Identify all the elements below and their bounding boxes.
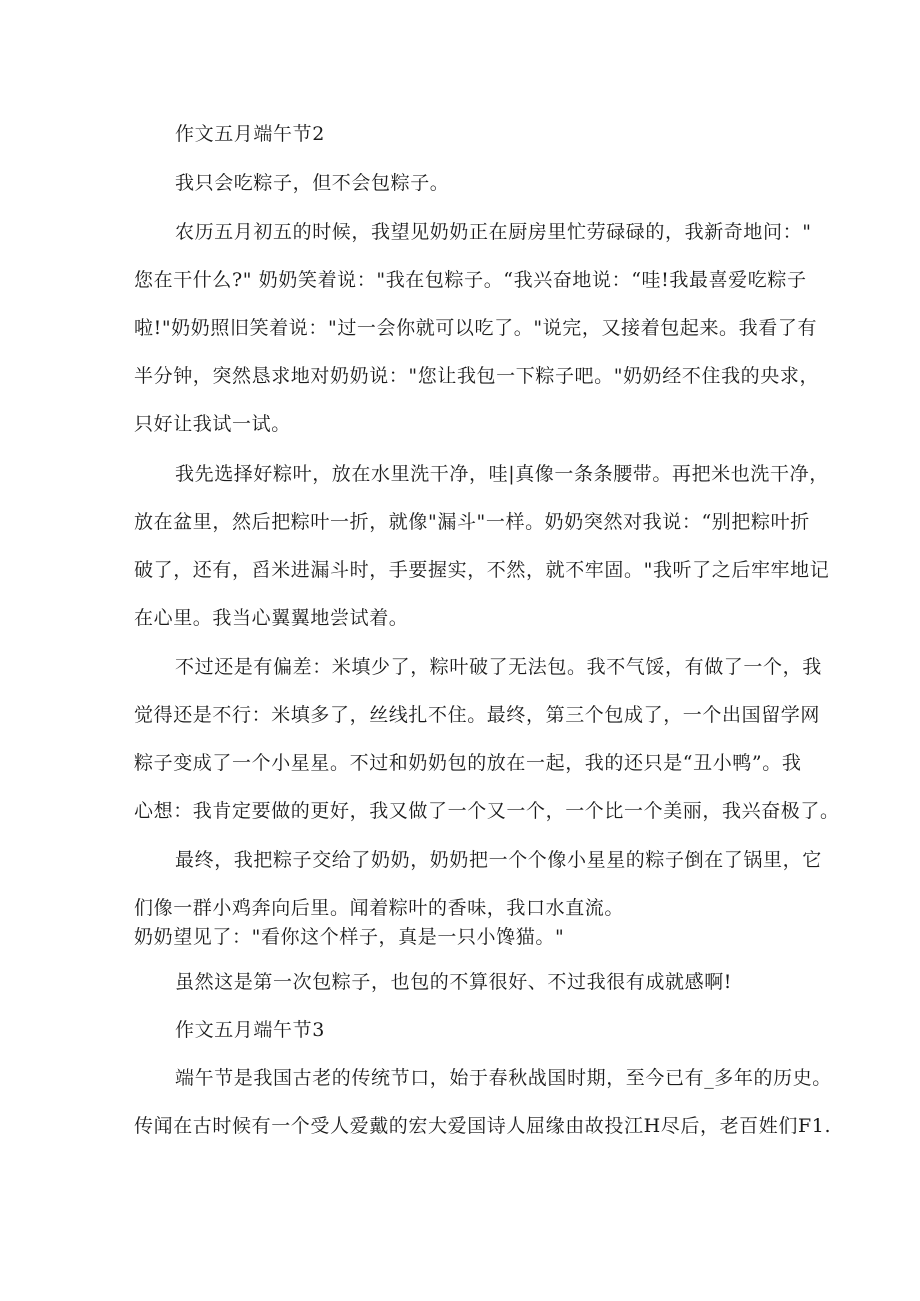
text-line: 端午节是我国古老的传统节口，始于春秋战国时期，至今已有_多年的历史。 bbox=[175, 1067, 832, 1089]
text-line: 粽子变成了一个小星星。不过和奶奶包的放在一起，我的还只是“丑小鸭”。我 bbox=[134, 752, 802, 774]
text-line: 放在盆里，然后把粽叶一折，就像"漏斗"一样。奶奶突然对我说：“别把粽叶折 bbox=[134, 511, 810, 533]
text-line: 最终，我把粽子交给了奶奶，奶奶把一个个像小星星的粽子倒在了锅里，它 bbox=[175, 849, 822, 871]
heading-text: 作文五月端午节3 bbox=[175, 1019, 325, 1041]
text-line: 农历五月初五的时候，我望见奶奶正在厨房里忙劳碌碌的，我新奇地问：" bbox=[175, 221, 812, 243]
text-line: 您在干什么?" 奶奶笑着说："我在包粽子。“我兴奋地说：“哇!我最喜爱吃粽子 bbox=[134, 269, 807, 291]
text-line: 我先选择好粽叶，放在水里洗干净，哇|真像一条条腰带。再把米也洗干净， bbox=[175, 463, 829, 485]
text-line: 我只会吃粽子，但不会包粽子。 bbox=[175, 172, 450, 194]
text-line: 破了，还有，舀米进漏斗时，手要握实，不然，就不牢固。"我听了之后牢牢地记 bbox=[134, 559, 830, 581]
text-line: 心想：我肯定要做的更好，我又做了一个又一个，一个比一个美丽，我兴奋极了。 bbox=[134, 800, 840, 822]
text-line: 奶奶望见了："看你这个样子，真是一只小馋猫。" bbox=[134, 926, 565, 948]
text-line: 虽然这是第一次包粽子，也包的不算很好、不过我很有成就感啊! bbox=[175, 971, 733, 993]
heading-text: 作文五月端午节2 bbox=[175, 123, 325, 145]
text-line: 不过还是有偏差：米填少了，粽叶破了无法包。我不气馁，有做了一个，我 bbox=[175, 656, 822, 678]
text-line: 半分钟，突然恳求地对奶奶说："您让我包一下粽子吧。"奶奶经不住我的央求， bbox=[134, 365, 820, 387]
text-line: 们像一群小鸡奔向后里。闻着粽叶的香味，我口水直流。 bbox=[134, 897, 625, 919]
text-line: 啦!"奶奶照旧笑着说："过一会你就可以吃了。"说完，又接着包起来。我看了有 bbox=[134, 317, 818, 339]
text-line: 传闻在古时候有一个受人爱戴的宏大爱国诗人屈缘由故投江H尽后，老百姓们F1. bbox=[134, 1115, 832, 1137]
text-line: 觉得还是不行：米填多了，丝线扎不住。最终，第三个包成了，一个出国留学网 bbox=[134, 704, 821, 726]
text-line: 只好让我试一试。 bbox=[134, 413, 291, 435]
text-line: 在心里。我当心翼翼地尝试着。 bbox=[134, 607, 409, 629]
